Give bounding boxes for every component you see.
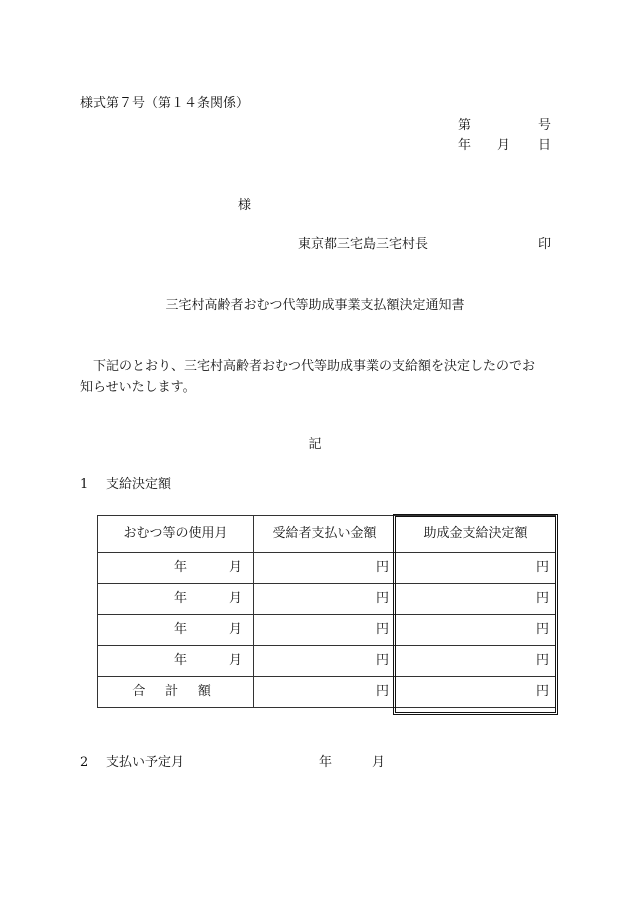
recipient-payment-cell: 円 [254,646,396,677]
year-label: 年 [174,622,188,637]
usage-month-cell [98,646,254,677]
table-row [98,553,556,584]
amount-table [97,515,556,708]
payment-month-label: 月 [372,755,386,770]
document-title: 三宅村高齢者おむつ代等助成事業支払額決定通知書 [165,298,465,313]
subsidy-amount-cell: 円 [396,646,556,677]
document-number-prefix: 第 [458,118,472,133]
subsidy-amount-cell: 円 [396,584,556,615]
subsidy-amount-cell: 円 [396,553,556,584]
section-2-title: 支払い予定月 [106,755,185,770]
table-row [98,615,556,646]
usage-month-cell [98,553,254,584]
month-label: 月 [229,560,243,575]
table-header-row [98,516,556,553]
section-1-number: 1 [80,477,89,492]
header-usage-month: おむつ等の使用月 [98,516,254,553]
table-row [98,584,556,615]
date-month-label: 月 [497,138,511,153]
payment-year-label: 年 [319,755,333,770]
header-subsidy-amount: 助成金支給決定額 [396,516,556,553]
form-number: 様式第７号（第１４条関係） [80,96,250,111]
issuer-name: 東京都三宅島三宅村長 [298,237,429,252]
month-label: 月 [229,622,243,637]
table-row [98,646,556,677]
year-label: 年 [174,653,188,668]
document-number-suffix: 号 [538,118,552,133]
recipient-payment-cell: 円 [254,615,396,646]
total-recipient-payment-cell: 円 [254,677,396,708]
month-label: 月 [229,591,243,606]
section-2-heading [80,755,184,771]
body-line-2: 知らせいたします。 [80,380,196,395]
section-2-number: 2 [80,755,89,770]
date-year-label: 年 [458,138,472,153]
header-recipient-payment: 受給者支払い金額 [254,516,396,553]
table-total-row [98,677,556,708]
month-label: 月 [229,653,243,668]
issuer-seal: 印 [538,237,552,252]
recipient-honorific: 様 [238,198,252,213]
body-text [80,356,552,398]
usage-month-cell [98,584,254,615]
recipient-payment-cell: 円 [254,553,396,584]
section-1-heading [80,477,171,493]
date-day-label: 日 [538,138,552,153]
section-1-title: 支給決定額 [106,477,172,492]
body-line-1: 下記のとおり、三宅村高齢者おむつ代等助成事業の支給額を決定したのでお [93,359,536,374]
total-subsidy-amount-cell: 円 [396,677,556,708]
usage-month-cell [98,615,254,646]
total-label: 合 計 額 [98,677,254,708]
recipient-payment-cell: 円 [254,584,396,615]
ki-heading: 記 [308,437,322,452]
year-label: 年 [174,560,188,575]
year-label: 年 [174,591,188,606]
subsidy-amount-cell: 円 [396,615,556,646]
